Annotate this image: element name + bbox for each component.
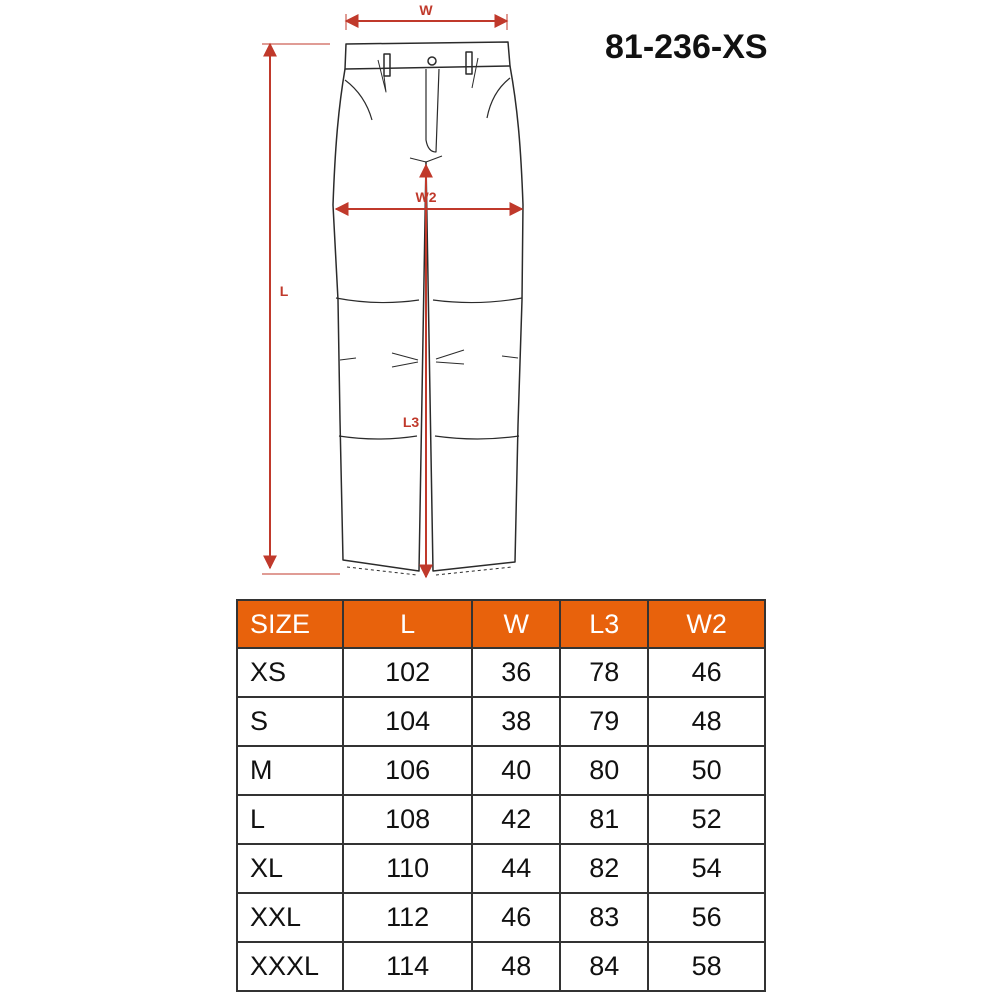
cell-size: L [237,795,343,844]
cell-l: 104 [343,697,472,746]
cell-size: XS [237,648,343,697]
dimension-label-w: W [419,2,433,18]
cell-w: 42 [472,795,560,844]
cell-l: 102 [343,648,472,697]
size-table [236,599,766,992]
table-row [237,893,765,942]
cell-l: 110 [343,844,472,893]
cell-l3: 80 [560,746,648,795]
cell-l3: 79 [560,697,648,746]
cell-w: 36 [472,648,560,697]
cell-w2: 46 [648,648,765,697]
cell-l: 112 [343,893,472,942]
table-row [237,795,765,844]
cell-w2: 50 [648,746,765,795]
cell-w: 38 [472,697,560,746]
cell-size: XXXL [237,942,343,991]
dimension-label-l3: L3 [402,414,420,430]
cell-w: 48 [472,942,560,991]
header-l: L [343,600,472,648]
pants-outline [333,42,523,575]
header-size: SIZE [237,600,343,648]
cell-size: S [237,697,343,746]
cell-l3: 81 [560,795,648,844]
table-row [237,942,765,991]
product-code: 81-236-XS [605,28,768,66]
cell-size: XXL [237,893,343,942]
cell-l: 106 [343,746,472,795]
cell-w2: 52 [648,795,765,844]
table-header-row [237,600,765,648]
cell-w: 46 [472,893,560,942]
dimension-label-w2: W2 [415,189,437,205]
cell-w2: 58 [648,942,765,991]
header-w2: W2 [648,600,765,648]
cell-l: 114 [343,942,472,991]
dimension-lines [262,14,522,577]
table-row [237,844,765,893]
cell-w2: 54 [648,844,765,893]
cell-size: M [237,746,343,795]
cell-l3: 83 [560,893,648,942]
cell-size: XL [237,844,343,893]
table-row [237,697,765,746]
cell-w2: 56 [648,893,765,942]
header-l3: L3 [560,600,648,648]
cell-w: 40 [472,746,560,795]
cell-l3: 78 [560,648,648,697]
cell-w: 44 [472,844,560,893]
table-row [237,648,765,697]
cell-l3: 84 [560,942,648,991]
table-row [237,746,765,795]
cell-w2: 48 [648,697,765,746]
cell-l: 108 [343,795,472,844]
dimension-label-l: L [279,283,289,299]
cell-l3: 82 [560,844,648,893]
header-w: W [472,600,560,648]
